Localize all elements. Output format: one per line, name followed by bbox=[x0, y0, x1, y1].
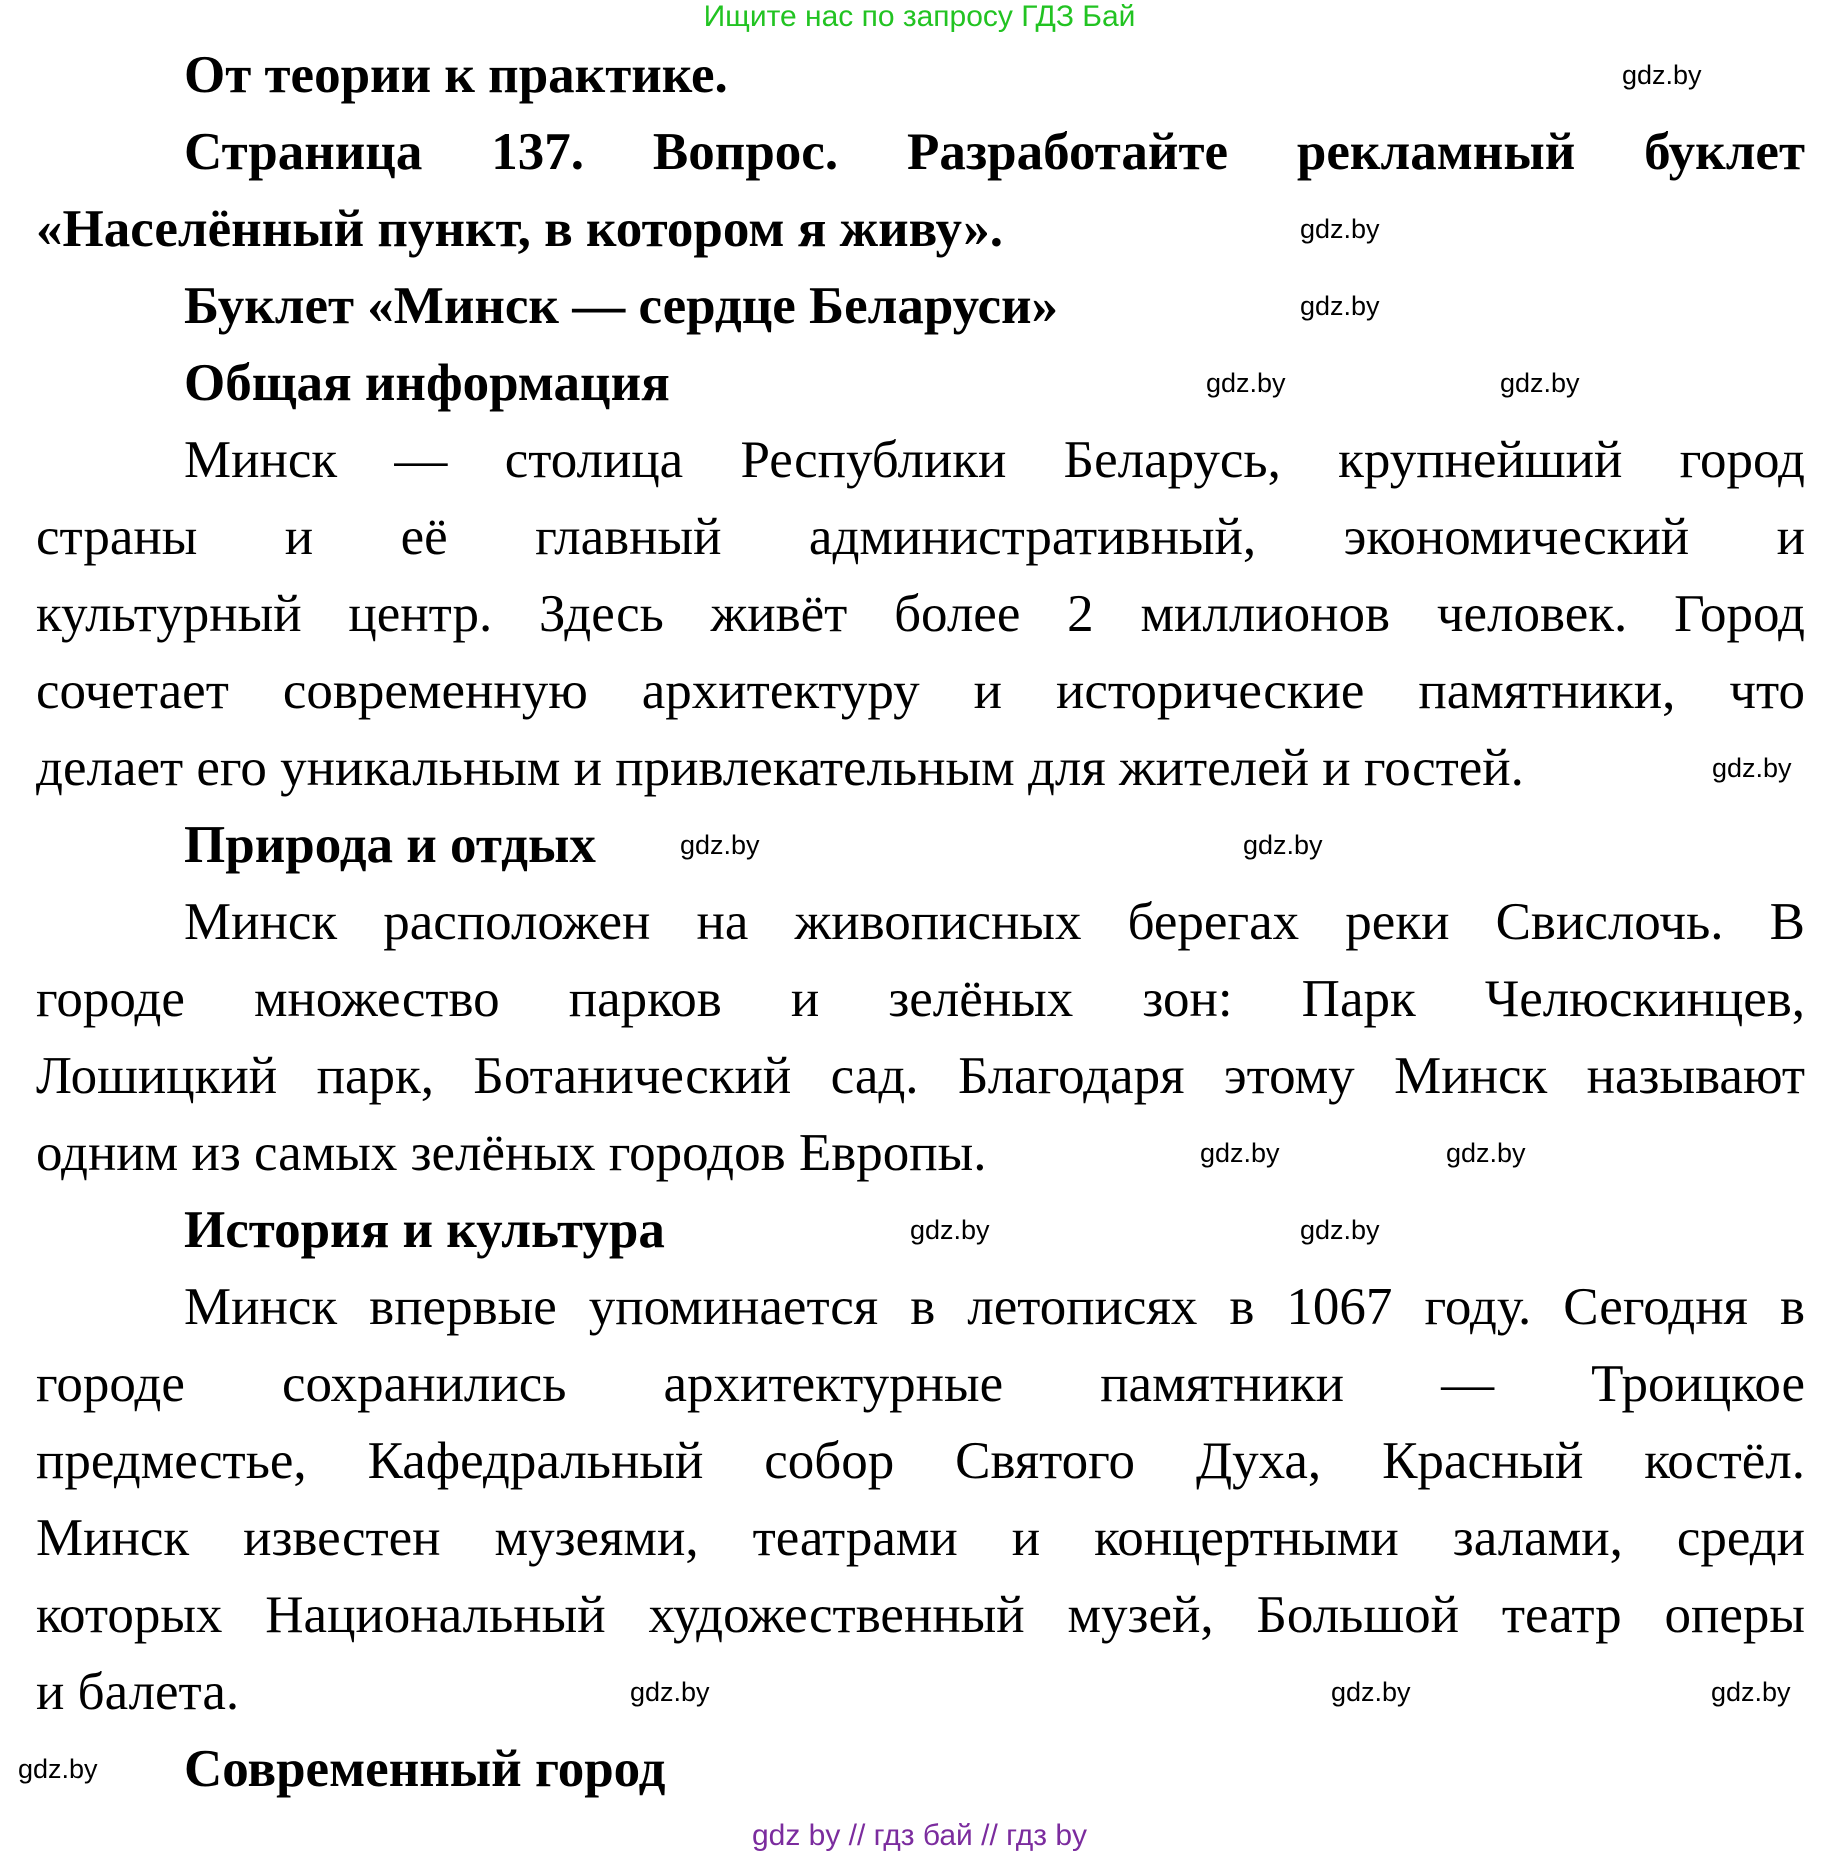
watermark: gdz.by bbox=[1300, 214, 1380, 244]
text-line: делает его уникальным и привлекательным для жителей и гостей. bbox=[36, 739, 1524, 797]
text-line: Минск впервые упоминается в летописях в 1067 году. Сегодня в bbox=[184, 1278, 1805, 1336]
watermark: gdz.by bbox=[1331, 1677, 1411, 1707]
heading-line: От теории к практике. bbox=[184, 46, 728, 104]
text-line: страны и её главный административный, экономический и bbox=[36, 508, 1805, 566]
text-line: городе сохранились архитектурные памятники — Троицкое bbox=[36, 1355, 1805, 1413]
heading-line: Общая информация bbox=[184, 354, 670, 412]
heading-line: Природа и отдых bbox=[184, 816, 596, 874]
heading-line: История и культура bbox=[184, 1201, 665, 1259]
watermark: gdz.by bbox=[1300, 1215, 1380, 1245]
text-line: городе множество парков и зелёных зон: Парк Челюскинцев, bbox=[36, 970, 1805, 1028]
watermark: gdz.by bbox=[1500, 368, 1580, 398]
heading-line: Страница 137. Вопрос. Разработайте рекламный буклет bbox=[184, 123, 1805, 181]
watermark: gdz.by bbox=[1200, 1138, 1280, 1168]
text-line: одним из самых зелёных городов Европы. bbox=[36, 1124, 987, 1182]
watermark: gdz.by bbox=[1446, 1138, 1526, 1168]
watermark: gdz.by bbox=[630, 1677, 710, 1707]
watermark: gdz.by bbox=[1206, 368, 1286, 398]
search-hint-banner: Ищите нас по запросу ГДЗ Бай bbox=[703, 0, 1136, 33]
heading-line: «Населённый пункт, в котором я живу». bbox=[36, 200, 1004, 258]
watermark: gdz.by bbox=[1300, 291, 1380, 321]
watermark: gdz.by bbox=[1243, 830, 1323, 860]
text-line: Минск известен музеями, театрами и концертными залами, среди bbox=[36, 1509, 1805, 1567]
text-line: предместье, Кафедральный собор Святого Духа, Красный костёл. bbox=[36, 1432, 1805, 1490]
text-line: Минск расположен на живописных берегах реки Свислочь. В bbox=[184, 893, 1805, 951]
watermark: gdz.by bbox=[680, 830, 760, 860]
heading-line: Буклет «Минск — сердце Беларуси» bbox=[184, 277, 1059, 335]
text-line: и балета. bbox=[36, 1663, 240, 1721]
text-line: культурный центр. Здесь живёт более 2 миллионов человек. Город bbox=[36, 585, 1805, 643]
watermark: gdz.by bbox=[18, 1754, 98, 1784]
footer-watermark: gdz by // гдз бай // гдз by bbox=[751, 1819, 1088, 1852]
watermark: gdz.by bbox=[1622, 60, 1702, 90]
watermark: gdz.by bbox=[910, 1215, 990, 1245]
text-line: которых Национальный художественный музей, Большой театр оперы bbox=[36, 1586, 1805, 1644]
watermark: gdz.by bbox=[1711, 1677, 1791, 1707]
text-line: Лошицкий парк, Ботанический сад. Благодаря этому Минск называют bbox=[36, 1047, 1805, 1105]
text-line: Минск — столица Республики Беларусь, крупнейший город bbox=[184, 431, 1805, 489]
heading-line: Современный город bbox=[184, 1740, 666, 1798]
text-line: сочетает современную архитектуру и исторические памятники, что bbox=[36, 662, 1805, 720]
watermark: gdz.by bbox=[1712, 753, 1792, 783]
